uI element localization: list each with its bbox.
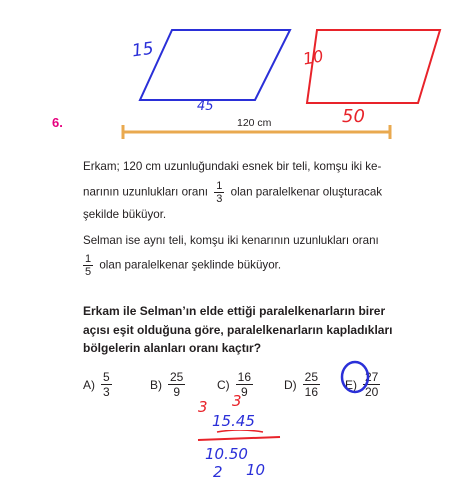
ratio1-denominator: 3: [216, 193, 223, 205]
option-b-denominator: 9: [173, 385, 181, 399]
blue-base-label: 45: [197, 99, 214, 114]
option-a-label: A): [83, 377, 95, 392]
option-a-denominator: 3: [103, 385, 110, 399]
question-prompt-line-3: bölgelerin alanları oranı kaçtır?: [83, 341, 262, 355]
work-bottom-left: 2: [213, 463, 223, 481]
option-c-label: C): [217, 377, 230, 392]
question-line-3: şekilde büküyor.: [83, 208, 167, 221]
option-b[interactable]: [150, 370, 188, 399]
option-b-fraction: [168, 370, 185, 399]
option-a[interactable]: [83, 370, 115, 399]
work-denominator: 10.50: [205, 445, 248, 463]
question-line-1: Erkam; 120 cm uzunluğundaki esnek bir teli, komşu iki ke-: [83, 160, 382, 173]
work-top-left: 3: [198, 398, 208, 416]
rope-length-label: 120 cm: [237, 117, 272, 129]
question-prompt: [83, 302, 392, 358]
option-c-numerator: 16: [237, 370, 252, 384]
red-base-label: 50: [342, 106, 365, 127]
option-e-numerator: 27: [365, 370, 379, 384]
red-side-label: 10: [301, 46, 325, 69]
option-c-denominator: 9: [241, 385, 248, 399]
question-line-2-pre: narının uzunlukları oranı: [83, 185, 209, 199]
question-line-4: Selman ise aynı teli, komşu iki kenarının uzunlukları oranı: [83, 234, 379, 247]
work-top-right: 3: [232, 392, 242, 410]
work-numerator: 15.45: [212, 412, 255, 430]
answer-circle-mark: [335, 357, 375, 397]
question-prompt-line-2: açısı eşit olduğuna göre, paralelkenarların kapladıkları: [83, 322, 393, 337]
question-line-2-post: olan paralelkenar oluşturacak: [230, 185, 383, 199]
option-d-denominator: 16: [304, 385, 319, 399]
option-d-fraction: [303, 370, 320, 399]
option-a-numerator: 5: [103, 370, 110, 384]
ratio2-denominator: 5: [85, 266, 92, 278]
question-line-5-post: olan paralelkenar şeklinde büküyor.: [99, 258, 282, 272]
ratio2-numerator: 1: [85, 253, 92, 265]
question-line-2: [83, 180, 382, 205]
option-e-label: E): [345, 377, 357, 392]
question-number: 6.: [52, 115, 63, 130]
blue-side-label: 15: [130, 38, 155, 62]
question-prompt-line-1: Erkam ile Selman’ın elde ettiği paralelkenarların birer: [83, 304, 386, 318]
ratio1-numerator: 1: [216, 180, 223, 192]
option-d-numerator: 25: [304, 370, 319, 384]
option-a-fraction: [101, 370, 112, 399]
option-b-numerator: 25: [170, 370, 184, 384]
option-e-denominator: 20: [365, 385, 379, 399]
work-bottom-right: 10: [246, 461, 266, 479]
ratio-one-fifth: [83, 253, 93, 278]
blue-parallelogram-sketch: [0, 0, 452, 130]
option-d-label: D): [284, 377, 297, 392]
option-d[interactable]: [284, 370, 323, 399]
option-b-label: B): [150, 377, 162, 392]
question-line-5: [83, 253, 281, 278]
ratio-one-third: [214, 180, 224, 205]
